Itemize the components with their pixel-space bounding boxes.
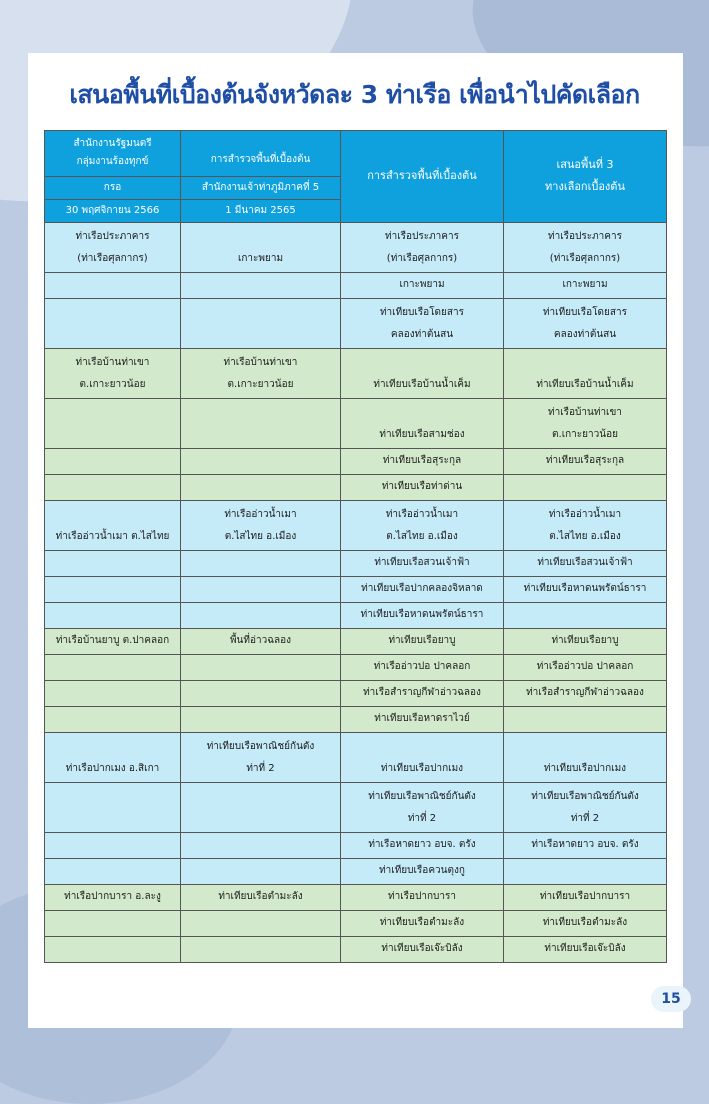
header-col2-title: การสำรวจพื้นที่เบื้องต้น bbox=[181, 131, 341, 177]
header-col1-date: 30 พฤศจิกายน 2566 bbox=[45, 200, 181, 223]
table-cell bbox=[341, 223, 504, 273]
table-cell bbox=[181, 911, 341, 937]
table-cell: ท่าเทียบเรือปากเมง bbox=[341, 733, 504, 783]
table-cell: ท่าเทียบเรือสุระกุล bbox=[504, 449, 667, 475]
cell-text: ท่าเทียบเรือโดยสาร คลองท่าต้นสน bbox=[379, 307, 465, 340]
table-cell bbox=[45, 399, 181, 449]
table-cell bbox=[504, 475, 667, 501]
header-col1-sub: กรอ bbox=[45, 177, 181, 200]
table-cell: ท่าเรือหาดยาว อบจ. ตรัง bbox=[341, 833, 504, 859]
table-cell bbox=[45, 223, 181, 273]
table-row bbox=[45, 475, 667, 501]
table-cell bbox=[45, 349, 181, 399]
table-cell: ท่าเรือสำราญกีฬาอ่าวฉลอง bbox=[504, 681, 667, 707]
table-row bbox=[45, 885, 667, 911]
page-title: เสนอพื้นที่เบื้องต้นจังหวัดละ 3 ท่าเรือ เพื่อนำไปคัดเลือก bbox=[69, 80, 640, 109]
table-cell bbox=[181, 783, 341, 833]
table-cell: ท่าเทียบเรือควนตุงกู bbox=[341, 859, 504, 885]
table-cell bbox=[45, 299, 181, 349]
table-cell: ท่าเรืออ่าวปอ ปาคลอก bbox=[341, 655, 504, 681]
table-cell bbox=[181, 603, 341, 629]
table-cell bbox=[504, 299, 667, 349]
table-cell bbox=[504, 501, 667, 551]
table-cell bbox=[45, 707, 181, 733]
table-cell bbox=[181, 551, 341, 577]
table-row bbox=[45, 783, 667, 833]
table-cell: ท่าเทียบเรือหาดราไวย์ bbox=[341, 707, 504, 733]
table-cell: ท่าเทียบเรือท่าด่าน bbox=[341, 475, 504, 501]
table-cell bbox=[341, 299, 504, 349]
table-cell: ท่าเรืออ่าวน้ำเมา ต.ไสไทย bbox=[45, 501, 181, 551]
table-row bbox=[45, 449, 667, 475]
table-cell: ท่าเทียบเรือปากบารา bbox=[504, 885, 667, 911]
table-cell bbox=[504, 223, 667, 273]
cell-text: ท่าเรืออ่าวน้ำเมา ต.ไสไทย อ.เมือง bbox=[548, 509, 622, 542]
port-survey-table bbox=[44, 130, 667, 963]
table-row bbox=[45, 349, 667, 399]
table-cell: ท่าเทียบเรือเจ๊ะบิลัง bbox=[504, 937, 667, 963]
table-cell bbox=[45, 603, 181, 629]
table-cell bbox=[504, 859, 667, 885]
table-cell: ท่าเทียบเรือยาบู bbox=[504, 629, 667, 655]
table-row bbox=[45, 859, 667, 885]
table-cell bbox=[45, 859, 181, 885]
table-cell bbox=[504, 707, 667, 733]
table-cell bbox=[341, 783, 504, 833]
table-row bbox=[45, 911, 667, 937]
cell-text: ท่าเรือประภาคาร (ท่าเรือศุลกากร) bbox=[75, 231, 150, 264]
table-row bbox=[45, 655, 667, 681]
table-cell bbox=[181, 299, 341, 349]
table-cell: ท่าเทียบเรือหาดนพรัตน์ธารา bbox=[504, 577, 667, 603]
table-cell bbox=[45, 449, 181, 475]
table-cell: ท่าเทียบเรือบ้านน้ำเค็ม bbox=[504, 349, 667, 399]
table-cell: ท่าเรือปากบารา bbox=[341, 885, 504, 911]
table-row bbox=[45, 577, 667, 603]
table-cell bbox=[181, 475, 341, 501]
page-number: 15 bbox=[651, 986, 691, 1012]
table-cell bbox=[181, 577, 341, 603]
table-cell bbox=[504, 399, 667, 449]
table-cell: ท่าเทียบเรือสามช่อง bbox=[341, 399, 504, 449]
table-cell: ท่าเรือสำราญกีฬาอ่าวฉลอง bbox=[341, 681, 504, 707]
table-cell bbox=[181, 733, 341, 783]
cell-text: ท่าเทียบเรือพาณิชย์กันตัง ท่าที่ 2 bbox=[531, 791, 639, 824]
cell-text: ท่าเรือประภาคาร (ท่าเรือศุลกากร) bbox=[385, 231, 459, 264]
header-col2-sub: สำนักงานเจ้าท่าภูมิภาคที่ 5 bbox=[181, 177, 341, 200]
table-cell bbox=[181, 273, 341, 299]
table-cell bbox=[181, 681, 341, 707]
table-cell bbox=[45, 273, 181, 299]
table-cell bbox=[45, 475, 181, 501]
table-cell bbox=[181, 859, 341, 885]
table-cell: ท่าเรือปากเมง อ.สิเกา bbox=[45, 733, 181, 783]
table-cell: ท่าเรือหาดยาว อบจ. ตรัง bbox=[504, 833, 667, 859]
table-row bbox=[45, 501, 667, 551]
table-row bbox=[45, 273, 667, 299]
table-row bbox=[45, 603, 667, 629]
table-cell bbox=[45, 911, 181, 937]
table-cell: เกาะพยาม bbox=[341, 273, 504, 299]
cell-text: ท่าเรือบ้านท่าเขา ต.เกาะยาวน้อย bbox=[548, 407, 622, 440]
table-row bbox=[45, 681, 667, 707]
table-cell: ท่าเทียบเรือบ้านน้ำเค็ม bbox=[341, 349, 504, 399]
table-cell bbox=[45, 655, 181, 681]
cell-text: ท่าเทียบเรือโดยสาร คลองท่าต้นสน bbox=[542, 307, 628, 340]
table-cell bbox=[45, 577, 181, 603]
table-cell bbox=[181, 937, 341, 963]
table-cell: ท่าเทียบเรือเจ๊ะบิลัง bbox=[341, 937, 504, 963]
table-cell: ท่าเรือปากบารา อ.ละงู bbox=[45, 885, 181, 911]
table-row bbox=[45, 937, 667, 963]
table-cell: ท่าเทียบเรือยาบู bbox=[341, 629, 504, 655]
cell-text: ท่าเรืออ่าวน้ำเมา ต.ไสไทย อ.เมือง bbox=[385, 509, 459, 542]
table-row bbox=[45, 551, 667, 577]
table-cell bbox=[504, 603, 667, 629]
table-cell bbox=[45, 783, 181, 833]
header-col1-title: สำนักงานรัฐมนตรี กลุ่มงานร้องทุกข์ bbox=[45, 131, 181, 177]
table-cell bbox=[181, 399, 341, 449]
table-cell bbox=[341, 501, 504, 551]
table-cell bbox=[181, 449, 341, 475]
table-cell: ท่าเทียบเรือตำมะลัง bbox=[181, 885, 341, 911]
table-cell bbox=[45, 833, 181, 859]
cell-text: ท่าเรือประภาคาร (ท่าเรือศุลกากร) bbox=[548, 231, 622, 264]
table-cell: ท่าเรือบ้านยาบู ต.ปาคลอก bbox=[45, 629, 181, 655]
table-cell: ท่าเรืออ่าวปอ ปาคลอก bbox=[504, 655, 667, 681]
header-col4-title: เสนอพื้นที่ 3 ทางเลือกเบื้องต้น bbox=[504, 131, 667, 223]
table-cell bbox=[181, 501, 341, 551]
table-row bbox=[45, 733, 667, 783]
table-row bbox=[45, 629, 667, 655]
table-cell: เกาะพยาม bbox=[504, 273, 667, 299]
header-col2-date: 1 มีนาคม 2565 bbox=[181, 200, 341, 223]
table-body bbox=[45, 223, 667, 963]
table-cell bbox=[181, 707, 341, 733]
table-row bbox=[45, 299, 667, 349]
table-cell bbox=[181, 655, 341, 681]
table-cell: ท่าเทียบเรือสวนเจ้าฟ้า bbox=[504, 551, 667, 577]
table-cell bbox=[181, 833, 341, 859]
table-cell: ท่าเทียบเรือปากคลองจิหลาด bbox=[341, 577, 504, 603]
cell-text: ท่าเรือบ้านท่าเขา ต.เกาะยาวน้อย bbox=[75, 357, 150, 390]
table-row bbox=[45, 833, 667, 859]
table-row bbox=[45, 223, 667, 273]
table-cell: ท่าเทียบเรือหาดนพรัตน์ธารา bbox=[341, 603, 504, 629]
header-col3-title: การสำรวจพื้นที่เบื้องต้น bbox=[341, 131, 504, 223]
table-cell bbox=[504, 783, 667, 833]
table-cell bbox=[45, 937, 181, 963]
table-cell bbox=[181, 349, 341, 399]
table-cell: ท่าเทียบเรือปากเมง bbox=[504, 733, 667, 783]
table-row bbox=[45, 707, 667, 733]
table-cell: ท่าเทียบเรือตำมะลัง bbox=[341, 911, 504, 937]
table-cell: ท่าเทียบเรือสุระกุล bbox=[341, 449, 504, 475]
table-cell: พื้นที่อ่าวฉลอง bbox=[181, 629, 341, 655]
cell-text: ท่าเรืออ่าวน้ำเมา ต.ไสไทย อ.เมือง bbox=[224, 509, 297, 542]
table-cell: ท่าเทียบเรือตำมะลัง bbox=[504, 911, 667, 937]
cell-text: ท่าเทียบเรือพาณิชย์กันตัง ท่าที่ 2 bbox=[206, 741, 315, 774]
table-row bbox=[45, 399, 667, 449]
cell-text: ท่าเรือบ้านท่าเขา ต.เกาะยาวน้อย bbox=[223, 357, 298, 390]
cell-text: ท่าเทียบเรือพาณิชย์กันตัง ท่าที่ 2 bbox=[368, 791, 476, 824]
table-cell bbox=[45, 551, 181, 577]
table-cell: ท่าเทียบเรือสวนเจ้าฟ้า bbox=[341, 551, 504, 577]
table-cell: เกาะพยาม bbox=[181, 223, 341, 273]
table-cell bbox=[45, 681, 181, 707]
